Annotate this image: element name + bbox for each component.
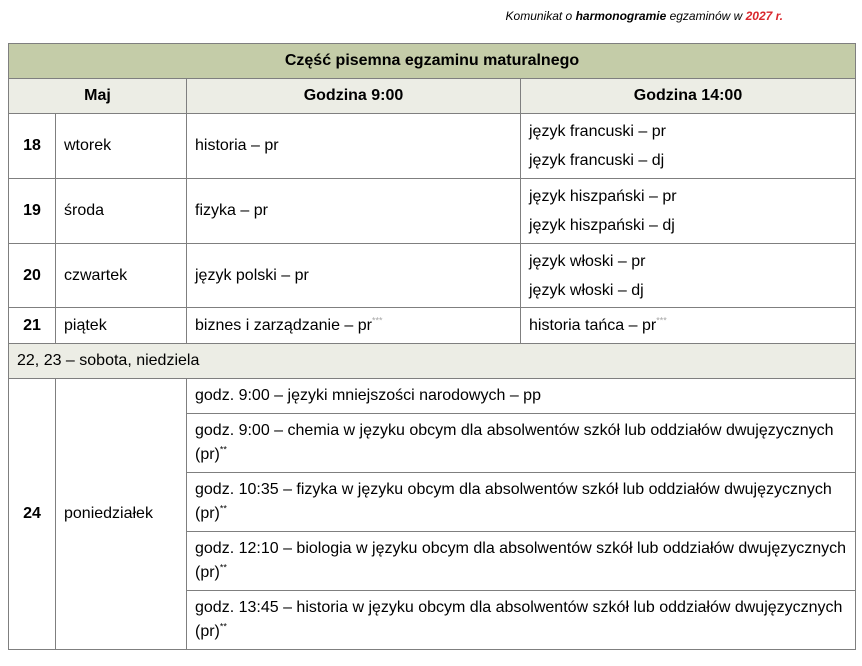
- weekday: wtorek: [56, 114, 187, 179]
- communique-header: [506, 9, 783, 23]
- table-row: [9, 379, 856, 414]
- table-row: [9, 179, 856, 244]
- day-number: 18: [9, 114, 56, 179]
- column-header-morning: Godzina 9:00: [187, 79, 521, 114]
- exam-item-text: godz. 10:35 – fizyka w języku obcym dla absolwentów szkół lub oddziałów dwujęzycznych (pr): [195, 481, 832, 522]
- day-number: 20: [9, 244, 56, 308]
- afternoon-exams: [521, 244, 856, 308]
- morning-exam: język polski – pr: [187, 244, 521, 308]
- exam-item: [187, 473, 856, 532]
- afternoon-exams: [521, 114, 856, 179]
- table-title-row: [9, 44, 856, 79]
- morning-exam: [187, 308, 521, 344]
- day-number: 24: [9, 379, 56, 650]
- table-row: [9, 114, 856, 179]
- column-header-month: Maj: [9, 79, 187, 114]
- weekday: czwartek: [56, 244, 187, 308]
- day-number: 19: [9, 179, 56, 244]
- afternoon-exam: język hiszpański – dj: [529, 217, 675, 234]
- exam-item-text: godz. 13:45 – historia w języku obcym dla absolwentów szkół lub oddziałów dwujęzycznych (pr): [195, 599, 843, 640]
- afternoon-exam-text: historia tańca – pr: [529, 316, 657, 334]
- footnote-mark: **: [219, 503, 227, 514]
- footnote-mark: ***: [371, 315, 383, 326]
- footnote-mark: **: [219, 444, 227, 455]
- morning-exam: historia – pr: [187, 114, 521, 179]
- afternoon-exam: język hiszpański – pr: [529, 188, 677, 205]
- afternoon-exam: język francuski – dj: [529, 152, 665, 169]
- exam-item: [187, 532, 856, 591]
- footnote-mark: ***: [656, 315, 667, 326]
- exam-schedule-table: [8, 43, 856, 650]
- weekday: poniedziałek: [56, 379, 187, 650]
- day-number: 21: [9, 308, 56, 344]
- weekday: środa: [56, 179, 187, 244]
- footnote-mark: **: [219, 562, 227, 573]
- exam-item-text: godz. 9:00 – chemia w języku obcym dla absolwentów szkół lub oddziałów dwujęzycznych (pr): [195, 422, 834, 463]
- exam-item: [187, 414, 856, 473]
- table-title: Część pisemna egzaminu maturalnego: [9, 44, 856, 79]
- morning-exam-text: biznes i zarządzanie – pr: [195, 316, 372, 334]
- exam-item: godz. 9:00 – języki mniejszości narodowych – pp: [187, 379, 856, 414]
- weekend-row: [9, 344, 856, 379]
- afternoon-exams: [521, 179, 856, 244]
- weekday: piątek: [56, 308, 187, 344]
- header-text-bold: harmonogramie: [575, 9, 667, 23]
- table-row: [9, 244, 856, 308]
- footnote-mark: **: [219, 621, 227, 632]
- column-header-afternoon: Godzina 14:00: [521, 79, 856, 114]
- table-header-row: [9, 79, 856, 114]
- afternoon-exam: język włoski – dj: [529, 281, 644, 299]
- exam-item-text: godz. 12:10 – biologia w języku obcym dla absolwentów szkół lub oddziałów dwujęzycznych (pr): [195, 540, 847, 581]
- header-text-2: egzaminów w: [666, 9, 746, 23]
- afternoon-exam: język francuski – pr: [529, 123, 666, 140]
- header-text-1: Komunikat o: [505, 9, 576, 23]
- morning-exam: fizyka – pr: [187, 179, 521, 244]
- exam-item: [187, 591, 856, 650]
- afternoon-exam: język włoski – pr: [529, 252, 646, 270]
- header-year: 2027 r.: [745, 9, 783, 23]
- afternoon-exam: [521, 308, 856, 344]
- weekend-note: 22, 23 – sobota, niedziela: [9, 344, 856, 379]
- table-row: [9, 308, 856, 344]
